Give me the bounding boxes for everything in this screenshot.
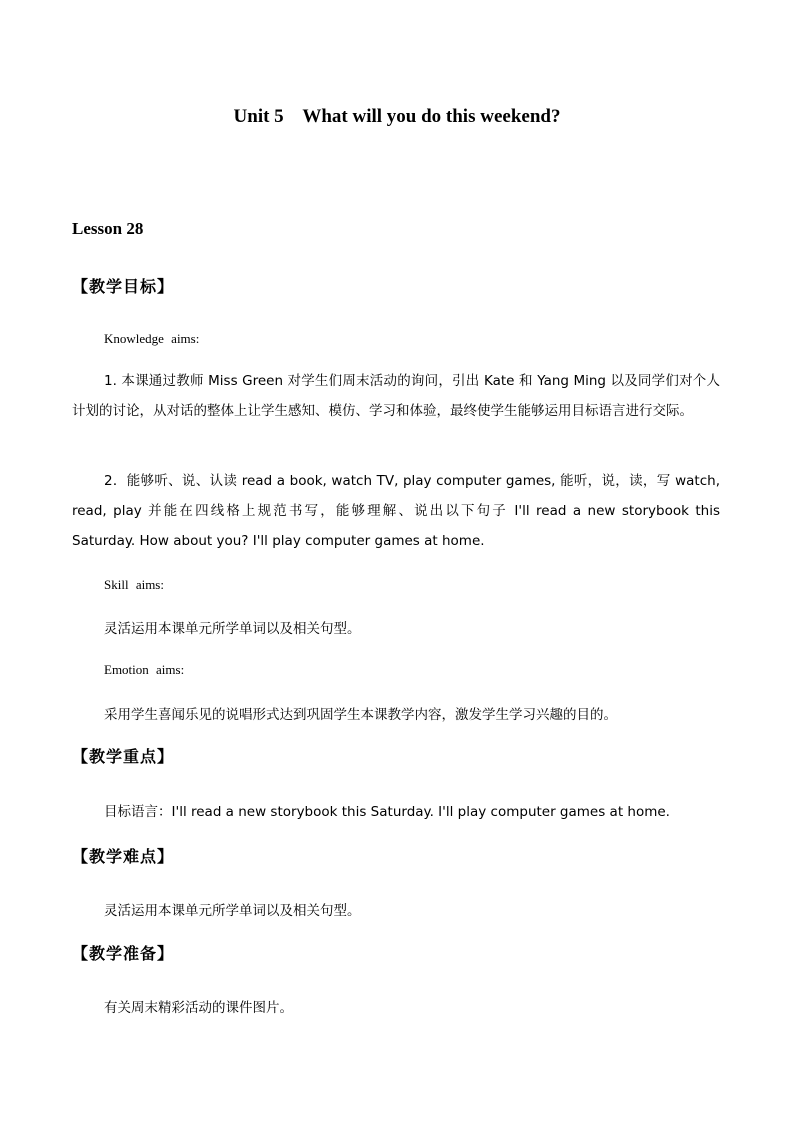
knowledge-aims-label: Knowledge aims: [104, 331, 200, 346]
heading-teaching-objectives: 【教学目标】 [72, 277, 175, 296]
heading-difficulties: 【教学难点】 [72, 847, 175, 866]
lesson-label: Lesson 28 [72, 219, 144, 238]
skill-aims-label: Skill aims: [104, 577, 164, 592]
emotion-aims-text: 采用学生喜闻乐见的说唱形式达到巩固学生本课教学内容，激发学生学习兴趣的目的。 [104, 707, 617, 723]
key-points-text: 目标语言：I'll read a new storybook this Saturday. I'll play computer games at home. [104, 804, 670, 820]
document-title: Unit 5 What will you do this weekend? [233, 106, 561, 127]
objective-item-2: 2．能够听、说、认读 read a book, watch TV, play computer games, 能听，说，读，写 watch, read, play 并能在四线格上规范书写，能够理解、说出以下句子 I'll read a new storybook this Saturday. How about you? I'll play computer games at home. [72, 473, 720, 549]
heading-key-points: 【教学重点】 [72, 747, 175, 766]
objective-item-1: 1. 本课通过教师 Miss Green 对学生们周末活动的询问，引出 Kate 和 Yang Ming 以及同学们对个人计划的讨论，从对话的整体上让学生感知、模仿、学习和体验，最终使学生能够运用目标语言进行交际。 [72, 373, 720, 419]
emotion-aims-label: Emotion aims: [104, 662, 185, 677]
heading-preparation: 【教学准备】 [72, 944, 175, 963]
difficulties-text: 灵活运用本课单元所学单词以及相关句型。 [104, 903, 361, 919]
preparation-text: 有关周末精彩活动的课件图片。 [104, 1000, 293, 1016]
skill-aims-text: 灵活运用本课单元所学单词以及相关句型。 [104, 621, 361, 637]
